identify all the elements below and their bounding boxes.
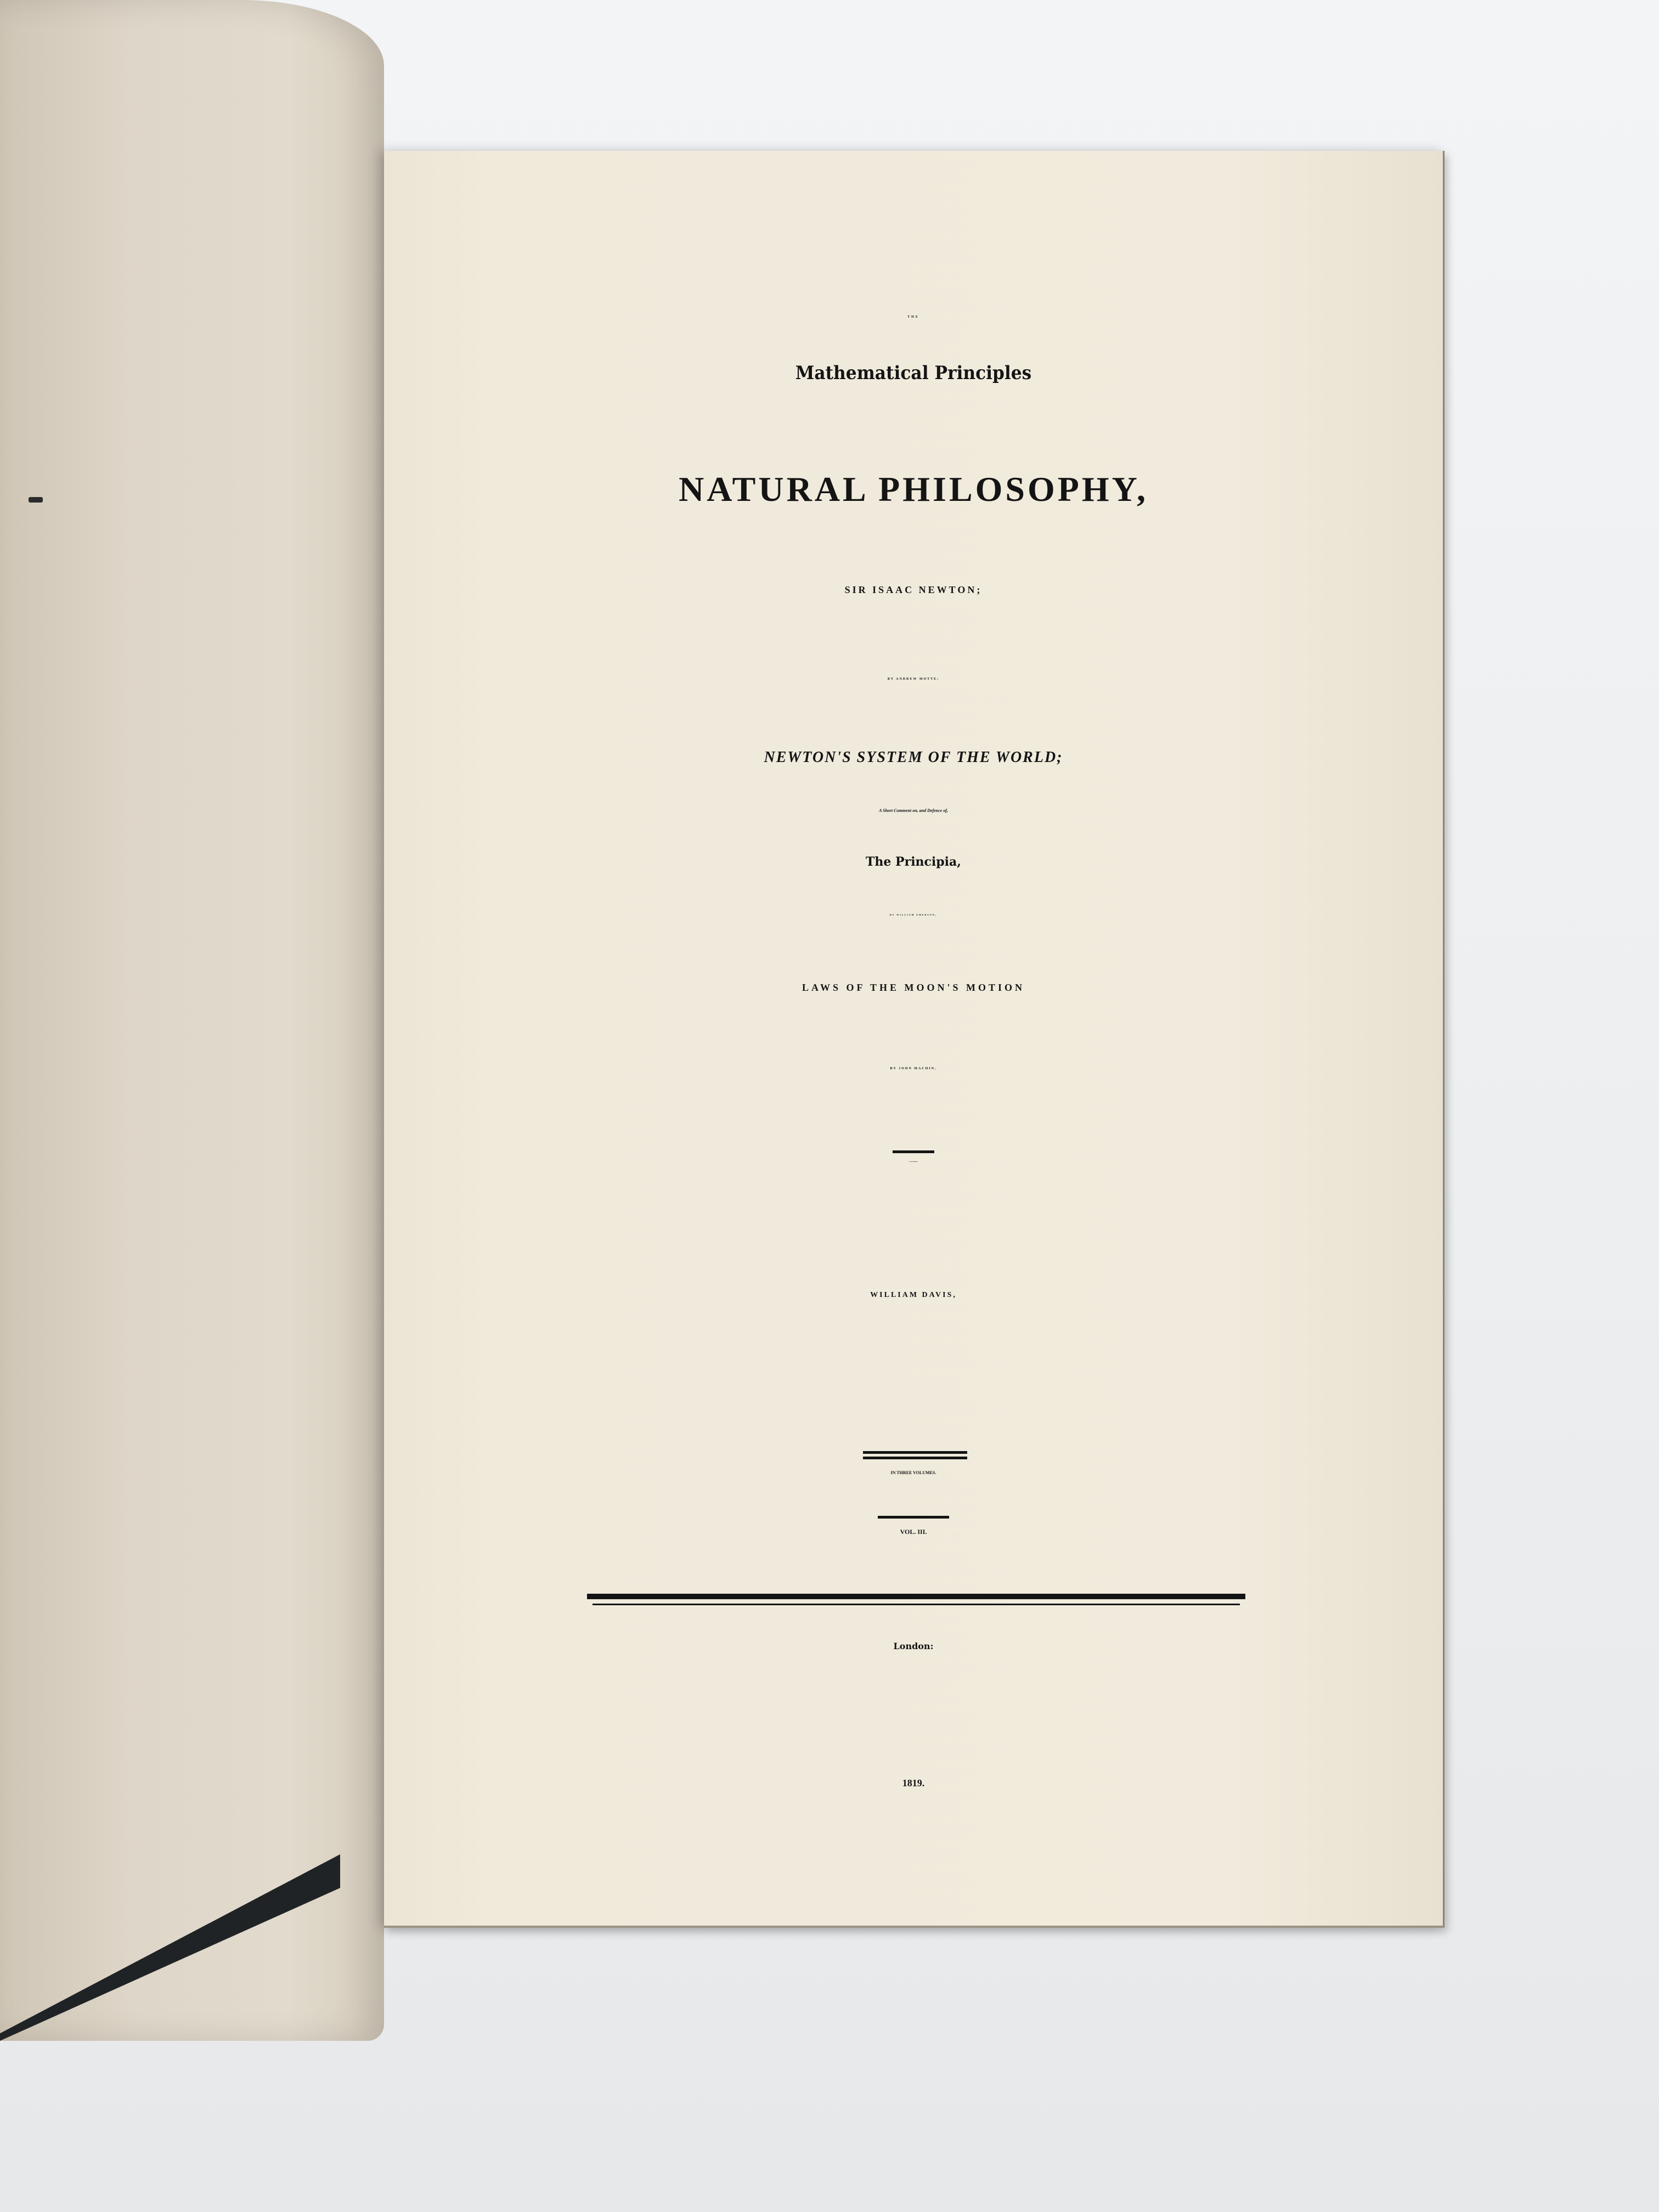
- double-rule-top: [863, 1451, 967, 1454]
- three-volumes: IN THREE VOLUMES.: [890, 1470, 936, 1475]
- author-name: SIR ISAAC NEWTON;: [844, 584, 983, 595]
- double-rule-bottom: [863, 1457, 967, 1459]
- volume-rule: [878, 1516, 949, 1519]
- london-line: London:: [893, 1641, 934, 1651]
- laws-of-moon-motion: LAWS OF THE MOON'S MOTION: [802, 982, 1025, 993]
- new-edition: A new Edition,: [909, 1161, 918, 1163]
- volume-number: VOL. III.: [900, 1528, 927, 1536]
- thick-rule: [587, 1594, 1245, 1599]
- title-natural-philosophy: NATURAL PHILOSOPHY,: [678, 470, 1149, 509]
- principia-line: The Principia,: [866, 855, 961, 869]
- title-mathematical-principles: Mathematical Principles: [795, 362, 1032, 384]
- short-rule: [893, 1150, 934, 1153]
- title-page: [384, 151, 1444, 1928]
- system-of-the-world: NEWTON'S SYSTEM OF THE WORLD;: [764, 749, 1063, 766]
- translator-line: BY ANDREW MOTTE:: [887, 678, 940, 681]
- davis-line: WILLIAM DAVIS,: [870, 1291, 957, 1299]
- emerson-line: BY WILLIAM EMERSON;: [889, 913, 937, 916]
- machin-line: BY JOHN MACHIN,: [890, 1067, 937, 1070]
- title-the: THE: [907, 315, 919, 319]
- publication-year: 1819.: [902, 1778, 925, 1788]
- page-mark: [29, 497, 43, 503]
- thin-rule: [592, 1604, 1240, 1605]
- left-book-page: [0, 0, 384, 2041]
- short-comment: A Short Comment on, and Defence of,: [879, 808, 948, 813]
